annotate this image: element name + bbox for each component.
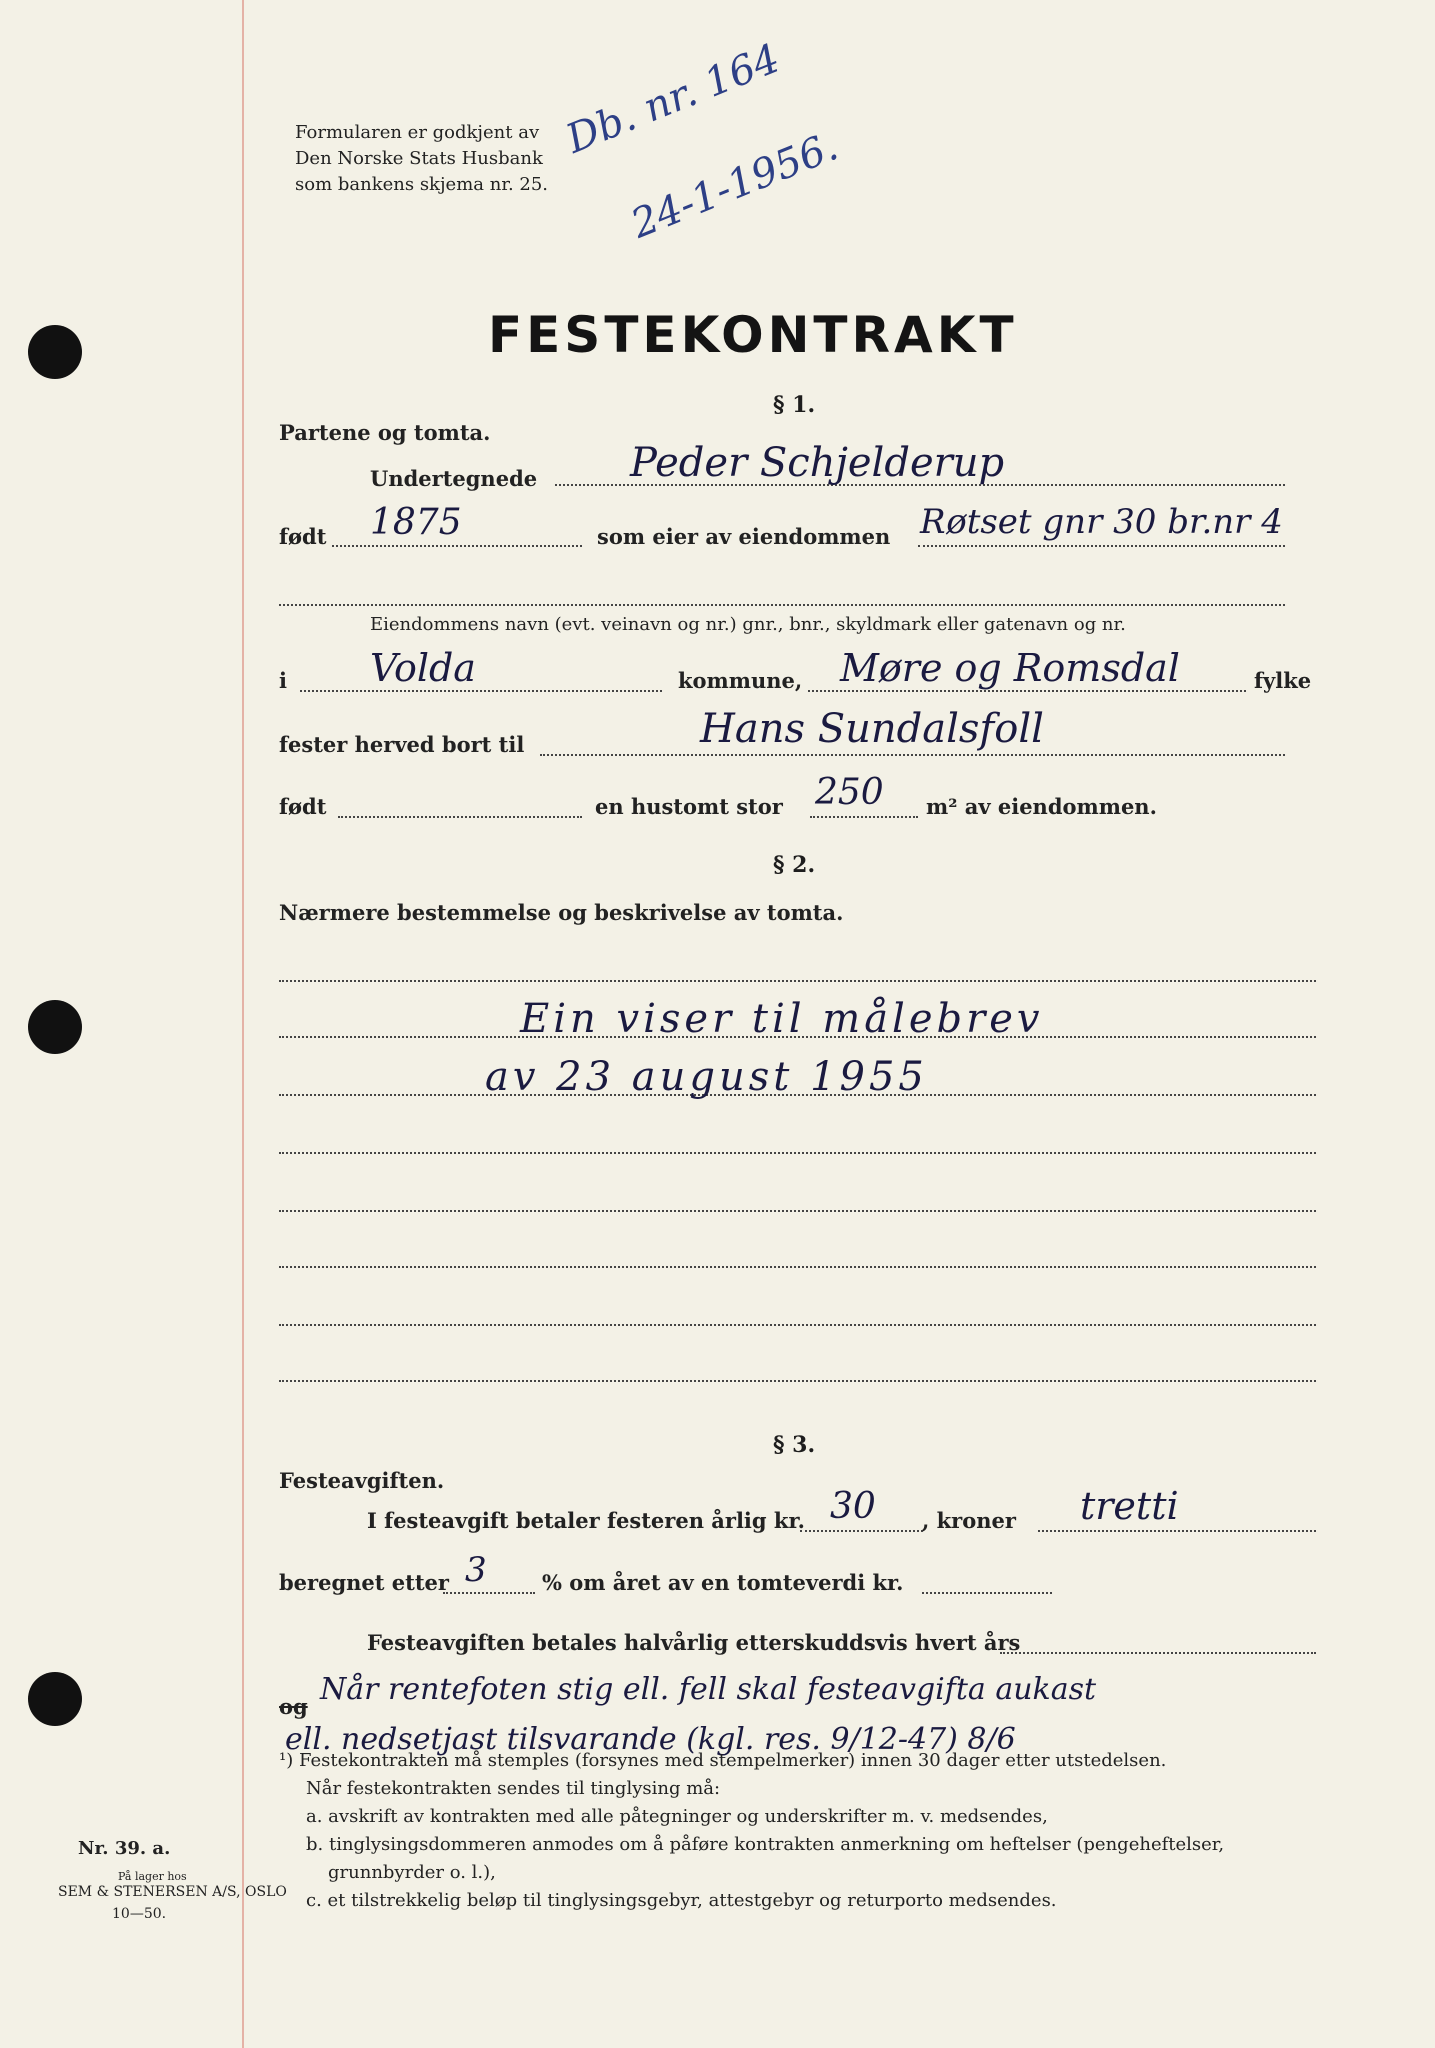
printer-name: SEM & STENERSEN A/S, OSLO [58, 1884, 287, 1900]
eiendom-caption: Eiendommens navn (evt. veinavn og nr.) gnr., bnr., skyldmark eller gatenavn og nr. [370, 614, 1126, 635]
approval-line-1: Formularen er godkjent av [295, 122, 540, 143]
beregnet-label: beregnet etter [279, 1570, 449, 1595]
kroner-line [1038, 1530, 1316, 1532]
fodt2-label: født [279, 794, 327, 819]
margin-rule [242, 0, 244, 2048]
footnote-item-c: c. et tilstrekkelig beløp til tinglysingsgebyr, attestgebyr og returporto medsendes. [306, 1890, 1057, 1911]
form-number: Nr. 39. a. [78, 1838, 171, 1859]
kommune-value: Volda [370, 646, 476, 690]
prosent-label: % om året av en tomteverdi kr. [542, 1570, 904, 1595]
avgift-note-handwritten-2: ell. nedsetjast tilsvarande (kgl. res. 9/12-47) 8/6 [285, 1722, 1016, 1757]
halvarlig-label: Festeavgiften betales halvårlig etterskuddsvis hvert års [367, 1630, 1021, 1655]
fylke-line [808, 690, 1246, 692]
kroner-label: , kroner [922, 1508, 1016, 1533]
eier-value: Røtset gnr 30 br.nr 4 [920, 502, 1283, 542]
footnote-line-1: ¹) Festekontrakten må stemples (forsynes med stempelmerker) innen 30 dager etter utstedelsen. [279, 1750, 1167, 1771]
printer-date: 10—50. [112, 1906, 167, 1922]
hustomt-label: en hustomt stor [595, 794, 783, 819]
beregnet-value: 3 [465, 1550, 487, 1590]
printer-stock-label: På lager hos [118, 1870, 187, 1883]
fodt-line [332, 545, 582, 547]
footnote-item-b1: b. tinglysingsdommeren anmodes om å påføre kontrakten anmerkning om heftelser (pengeheftelser, [306, 1834, 1225, 1855]
section-2-handwritten-2: av 23 august 1955 [485, 1054, 928, 1100]
section-2-line-8 [279, 1380, 1316, 1382]
fester-value: Hans Sundalsfoll [700, 706, 1044, 752]
binder-hole-top [28, 325, 82, 379]
undertegnede-label: Undertegnede [370, 466, 538, 491]
fylke-value: Møre og Romsdal [840, 646, 1180, 690]
section-1-mark: § 1. [773, 392, 816, 418]
fester-line [540, 754, 1285, 756]
document-title: FESTEKONTRAKT [488, 306, 1018, 364]
section-2-line-4 [279, 1152, 1316, 1154]
binder-hole-bottom [28, 1672, 82, 1726]
section-2-line-7 [279, 1324, 1316, 1326]
section-2-line-6 [279, 1266, 1316, 1268]
registration-number-handwritten: Db. nr. 164 [560, 35, 787, 163]
section-2-heading: Nærmere bestemmelse og beskrivelse av tomta. [279, 900, 844, 925]
section-2-line-5 [279, 1210, 1316, 1212]
footnote-item-a: a. avskrift av kontrakten med alle påtegninger og underskrifter m. v. medsendes, [306, 1806, 1048, 1827]
tomteverdi-line [922, 1592, 1052, 1594]
approval-line-2: Den Norske Stats Husbank [295, 148, 543, 169]
footnote-item-b2: grunnbyrder o. l.), [328, 1862, 496, 1883]
fodt-value: 1875 [370, 502, 462, 543]
section-3-mark: § 3. [773, 1432, 816, 1458]
footnote-line-2: Når festekontrakten sendes til tinglysing må: [306, 1778, 721, 1799]
hustomt-value: 250 [815, 772, 884, 813]
section-2-mark: § 2. [773, 852, 816, 878]
section-3-heading: Festeavgiften. [279, 1468, 445, 1493]
fester-label: fester herved bort til [279, 732, 525, 757]
og-label: og [279, 1694, 308, 1719]
kommune-line [300, 690, 662, 692]
kommune-label: kommune, [678, 668, 803, 693]
eiendom-blank-line [279, 604, 1285, 606]
hustomt-unit: m² av eiendommen. [926, 794, 1157, 819]
avgift-note-handwritten-1: Når rentefoten stig ell. fell skal festeavgifta aukast [320, 1672, 1097, 1707]
i-label: i [279, 668, 287, 693]
section-2-line-1 [279, 980, 1316, 982]
avgift-value: 30 [830, 1486, 876, 1527]
undertegnede-value: Peder Schjelderup [630, 440, 1005, 486]
avgift-label: I festeavgift betaler festeren årlig kr. [367, 1508, 805, 1533]
fodt2-line [338, 816, 582, 818]
fylke-label: fylke [1254, 668, 1312, 693]
section-2-handwritten-1: Ein viser til målebrev [520, 996, 1044, 1042]
hustomt-line [810, 816, 918, 818]
binder-hole-middle [28, 1000, 82, 1054]
registration-date-handwritten: 24-1-1956. [625, 123, 845, 248]
fodt-label: født [279, 524, 327, 549]
kroner-value: tretti [1080, 1484, 1179, 1528]
eier-line [918, 545, 1285, 547]
eier-label: som eier av eiendommen [597, 524, 891, 549]
halvarlig-line [1000, 1652, 1316, 1654]
approval-line-3: som bankens skjema nr. 25. [295, 174, 549, 195]
avgift-line [800, 1530, 923, 1532]
section-1-heading: Partene og tomta. [279, 420, 491, 445]
beregnet-line [443, 1592, 535, 1594]
